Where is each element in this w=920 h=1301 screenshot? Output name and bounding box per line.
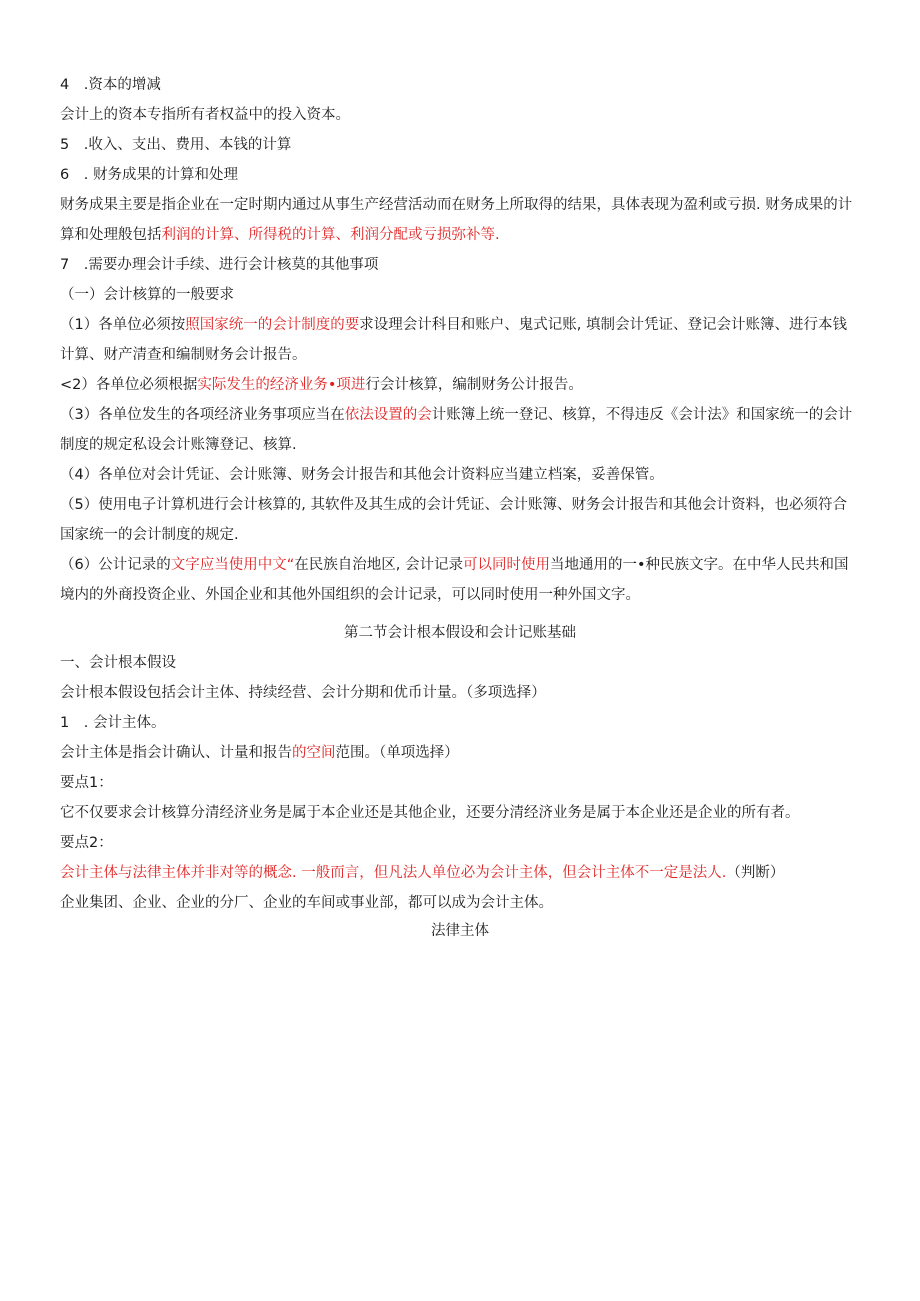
highlighted-text: 利润的计算、所得税的计算、利润分配或亏损弥补等.	[161, 227, 500, 243]
text-line	[60, 888, 860, 918]
text-line	[60, 190, 860, 250]
highlighted-text: 的空间	[292, 745, 336, 761]
text-segment: 当地通用的一•种民族文字。在中华人民共和国境内的外商投资企业、外国企业和其他外国组织的会计记录，可以同时使用一种外国文字。	[60, 557, 849, 603]
text-segment: 要点1：	[60, 775, 113, 791]
text-segment: 要点2：	[60, 835, 113, 851]
text-line	[60, 648, 860, 678]
text-segment: 1 . 会计主体。	[60, 715, 166, 731]
text-line	[60, 370, 860, 400]
highlighted-text: 照国家统一的会计制度的要	[185, 317, 360, 333]
text-segment: 行会计核算，编制财务公计报告。	[365, 377, 583, 393]
text-segment: 7 .需要办理会计手续、进行会计核莫的其他事项	[60, 257, 379, 273]
text-line	[60, 460, 860, 490]
text-segment: 会计上的资本专指所有者权益中的投入资本。	[60, 107, 350, 123]
text-segment: 会计根本假设包括会计主体、持续经营、会计分期和优币计量。（多项选择）	[60, 685, 546, 701]
text-line	[60, 100, 860, 130]
text-line	[60, 130, 860, 160]
text-segment: 第二节会计根本假设和会计记账基础	[344, 625, 576, 641]
section-heading	[60, 618, 860, 648]
text-segment: （3）各单位发生的各项经济业务事项应当在	[60, 407, 345, 423]
text-segment: （6）公计记录的	[60, 557, 171, 573]
highlighted-text: 文字应当使用中文“	[170, 557, 295, 573]
text-segment: 一、会计根本假设	[60, 655, 176, 671]
text-line	[60, 768, 860, 798]
text-line	[60, 400, 860, 460]
text-line	[60, 738, 860, 768]
text-segment: 会计主体是指会计确认、计量和报告	[60, 745, 292, 761]
text-segment: 财务成果主要是指企业在一定时期内通过从事生产经营活动而在财务上所取得的结果，具体表现为盈利或亏损. 财务成果的计算和处理般包括	[60, 197, 853, 243]
text-segment: 法律主体	[431, 923, 489, 939]
text-line	[60, 490, 860, 550]
text-segment: 范围。（单项选择）	[335, 745, 459, 761]
text-segment: （判断）	[726, 865, 785, 881]
text-segment: 它不仅要求会计核算分清经济业务是属于本企业还是其他企业，还要分清经济业务是属于本企业还是企业的所有者。	[60, 805, 800, 821]
text-segment: （4）各单位对会计凭证、会计账簿、财务会计报告和其他会计资料应当建立档案，妥善保管。	[60, 467, 664, 483]
text-segment: 5 .收入、支出、费用、本钱的计算	[60, 137, 292, 153]
highlighted-text: 会计主体与法律主体并非对等的概念. 一般而言，但凡法人单位必为会计主体，但会计主体不一定是法人.	[60, 865, 727, 881]
text-line	[60, 160, 860, 190]
text-segment: 计账簿上统一登记、核算，不得违反《会计法》和国家统一的会计制度的规定私设会计账簿登记、核算.	[60, 407, 853, 453]
document-body	[60, 70, 860, 944]
text-line	[60, 280, 860, 310]
highlighted-text: 依法设置的会	[344, 407, 432, 423]
text-line	[60, 828, 860, 858]
text-line	[60, 70, 860, 100]
text-segment: <2）各单位必须根据	[60, 377, 198, 393]
text-segment: 4 .资本的增减	[60, 77, 161, 93]
text-segment: （5）使用电子计算机进行会计核算的, 其软件及其生成的会计凭证、会计账簿、财务会计报告和其他会计资料，也必须符合国家统一的会计制度的规定.	[60, 497, 847, 543]
text-line	[60, 858, 860, 888]
text-line	[60, 310, 860, 370]
text-line	[60, 250, 860, 280]
highlighted-text: 可以同时使用	[462, 557, 550, 573]
text-segment: 在民族自治地区, 会计记录	[294, 557, 463, 573]
text-segment: 求设理会计科目和账户、鬼式记账, 填制会计凭证、登记会计账簿、进行本钱计算、财产清查和编制财务会计报告。	[60, 317, 847, 363]
text-segment: （1）各单位必须按	[60, 317, 186, 333]
text-segment: 6 . 财务成果的计算和处理	[60, 167, 238, 183]
highlighted-text: 实际发生的经济业务•项进	[197, 377, 366, 393]
text-line	[60, 678, 860, 708]
section-heading	[60, 918, 860, 944]
text-line	[60, 798, 860, 828]
text-segment: （一）会计核算的一般要求	[60, 287, 234, 303]
text-segment: 企业集团、企业、企业的分厂、企业的车间或事业部，都可以成为会计主体。	[60, 895, 553, 911]
text-line	[60, 550, 860, 610]
text-line	[60, 708, 860, 738]
